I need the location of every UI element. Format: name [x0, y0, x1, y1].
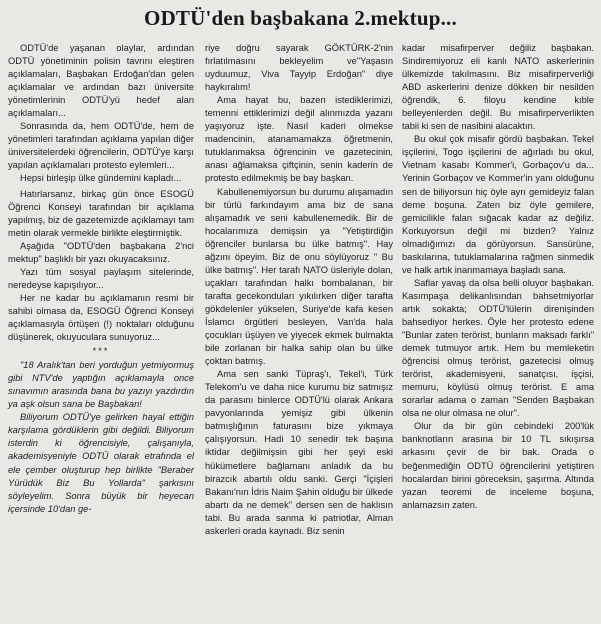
- column-3: [402, 42, 594, 512]
- paragraph: Yazı tüm sosyal paylaşım sitelerinde, neredeyse kapışılıyor...: [8, 266, 194, 290]
- letter-paragraph: Bu okul çok misafir gördü başbakan. Tekel işçilerini, Togo işçilerini de ağırladı bu okul, Vietnam kasabı Kommer'i, Gorbaçov'u da... Yerinin Gorbaçov ve Kommer'in yanı olduğunu sen de biliyorsun hiç öyle ayrı gemideyiz falan deme boşuna. Zaten biz öyle gemilere, gemicilikle falan sığacak kadar az değiliz. Korkuyorsun değil mi bizden? Yalnız olmadığımızı da görüyorsun. Sansürüne, baskılarına, tutuklamalarına rağmen sinmedik ve halk artık inanmamaya başladı sana.: [402, 134, 594, 275]
- paragraph: Her ne kadar bu açıklamanın resmi bir sahibi olmasa da, ESOGÜ Öğrenci Konseyi açıklamasıyla örtüşen (!) noktaları olduğunu düşünerek, okuyuculara sunuyoruz...: [8, 292, 194, 343]
- headline: ODTÜ'den başbakana 2.mektup...: [144, 6, 457, 30]
- paragraph: Sonrasında da, hem ODTÜ'de, hem de yönetimleri tarafından açıklama yapılan diğer üniversitelerdeki öğrencilerin, ODTÜ'ye karşı yapılan açıklamaları protesto eylemleri...: [8, 121, 194, 171]
- letter-paragraph: Ama hayat bu, bazen istediklerimizi, temenni ettiklerimizi değil alınmızda yazanı yaşıyoruz işte. Nasıl kaderi olmekse madencinin, atanamamakza öğretmenin, tutuklanmaksa öğrencinin ve gazetecinin, anası ağlamaksa çiftçinin, senin kaderin de protesto edilmekmiş be bay başkan.: [205, 95, 393, 184]
- letter-paragraph: "18 Aralık'tan beri yorduğun yetmiyormuş gibi NTV'de yaptığın açıklamayla once sınavımın arasında bana bu yazıyı yazdırdın ya aşk olsun sana be Başbakan!: [8, 360, 194, 410]
- letter-paragraph: Ama sen sanki Tüpraş'ı, Tekel'i, Türk Telekom'u ve daha nice kurumu biz satmışız da parasını binlerce ODTÜ'lü olarak Ankara pavyonlarında yemişiz gibi ülkenin batmışlığının faturasını bize yıkmaya çalışıyorsun. Hadi 10 senedir tek başına iktidar değilmişsin gibi her şeyi eski hükümetlere bağlamanı anladık da bu birazcık abartılı oldu sanki. Gerçi "İçişleri Bakanı'nın İdris Naim Şahin olduğu bir ülkede abartı da ne demek" dersen sen de haklısın tabi. Bu arada sanma ki patriotlar, Alman askerleri orada kaynadı. Biz senin: [205, 369, 393, 536]
- letter-paragraph: riye doğru sayarak GÖKTÜRK-2'nin fırlatılmasını bekleyelim ve"Yaşasın uyduumuz, Viva Tayyip Erdoğan" diye haykıralım!: [205, 43, 393, 93]
- letter-paragraph: kadar misafirperver değiliz başbakan. Sindiremiyoruz eli kanlı NATO askerlerinin ülkemizde takılmasını. Biz misafirperverliği ABD askerlerini denize dökken bir nesilden öğrendik, 6. filoyu kendine kıble belleyenlerden değil. Bu misafirperverlikten tabii ki sen de nasibini alacaktın.: [402, 43, 594, 132]
- paragraph: Hepsi birleşip ülke gündemini kapladı...: [20, 173, 182, 184]
- paragraph: ODTÜ'de yaşanan olaylar, ardından ODTÜ yönetiminin polisin tavrını eleştiren açıklamaları, Başbakan Erdoğan'dan gelen açıklamalar ve ardından bazı üniversite yönetimlerinin ODTÜ'yü hedef alan açıklamaları...: [8, 43, 194, 119]
- letter-paragraph: Saflar yavaş da olsa belli oluyor başbakan. Kasımpaşa delikanlısından bahsetmiyorlar artık sokakta; ODTÜ'lülerin direnişinden bahsediyor herkes. Öyle her protesto edene "Bunlar zaten terörist, bunların maksadı farklı" demek tutmuyor artık. Hem bu memleketin öğrencisi olmuş terörist, gazetecisi olmuş terörist, akademisyeni, sanatçısı, işçisi, memuru, köylüsü olmuş terörist. E ama sorarlar adama o zaman "Senden Başbakan olsa ne olur olmasa ne olur".: [402, 277, 594, 419]
- column-2: [205, 42, 393, 538]
- paragraph: Hatırlarsanız, birkaç gün önce ESOGÜ Öğrenci Konseyi tarafından bir açıklama yapılmış, biz de gazetemizde açıklamayı tam metin olarak vermekle birlikte eleştirmiştik.: [8, 188, 194, 238]
- letter-paragraph: Olur da bir gün cebindeki 200'lük banknotların arasına bir 10 TL sıkışırsa arkasını çevir de bir bak. Orada o beğenmediğin ODTÜ öğrencilerini yetiştiren hocalardan birini göreceksin, şaşırma. Altında yazan teoremi de inceleme boşuna, anlamazsın zaten.: [402, 421, 594, 510]
- separator: ***: [92, 346, 110, 357]
- paragraph: Aşağıda "ODTÜ'den başbakana 2'nci mektup" başlıklı bir yazı okuyacaksınız.: [8, 240, 194, 264]
- letter-paragraph: Biliyorum ODTÜ'ye gelirken hayal ettiğin karşılama gördüklerin gibi değildi. Biliyorum isterdin ki öğrencisiyle, çalışanıyla, akademisyeniyle ODTÜ olarak etrafında el ele çember oluşturup hep birlikte "Beraber Yürüdük Biz Bu Yollarda" şarkısını söyleyelim. Sonra büyük bir heyecan içersinde 10'dan ge-: [8, 412, 194, 514]
- column-1: [8, 42, 194, 516]
- letter-paragraph: Kabullenemiyorsun bu durumu alışamadın bir türlü farkındayım ama biz de sana alışamadık ve seni kabullenemedik. Bir de hocalarımıza demişsin ya "Yetiştirdiğin öğrenciler bunlarsa bu ülke batmış". Hay ağzını öpeyim. Biz de onu söylüyoruz " Bu ülke batmış". Her tarafı NATO üsleriyle dolan, uçakları tarafından halkı bombalanan, bir tarafta gecekonduları yıkılırken diğer tarafta gökdelenler yükselen, Suriye'de kafa kesen İslamcı örgütleri besleyen, Van'da hala çocukları üşüyen ve yiyecek ekmek bulmakta bile zorlanan bir halka sahip olan bu ülke çoktan batmış.: [205, 186, 393, 367]
